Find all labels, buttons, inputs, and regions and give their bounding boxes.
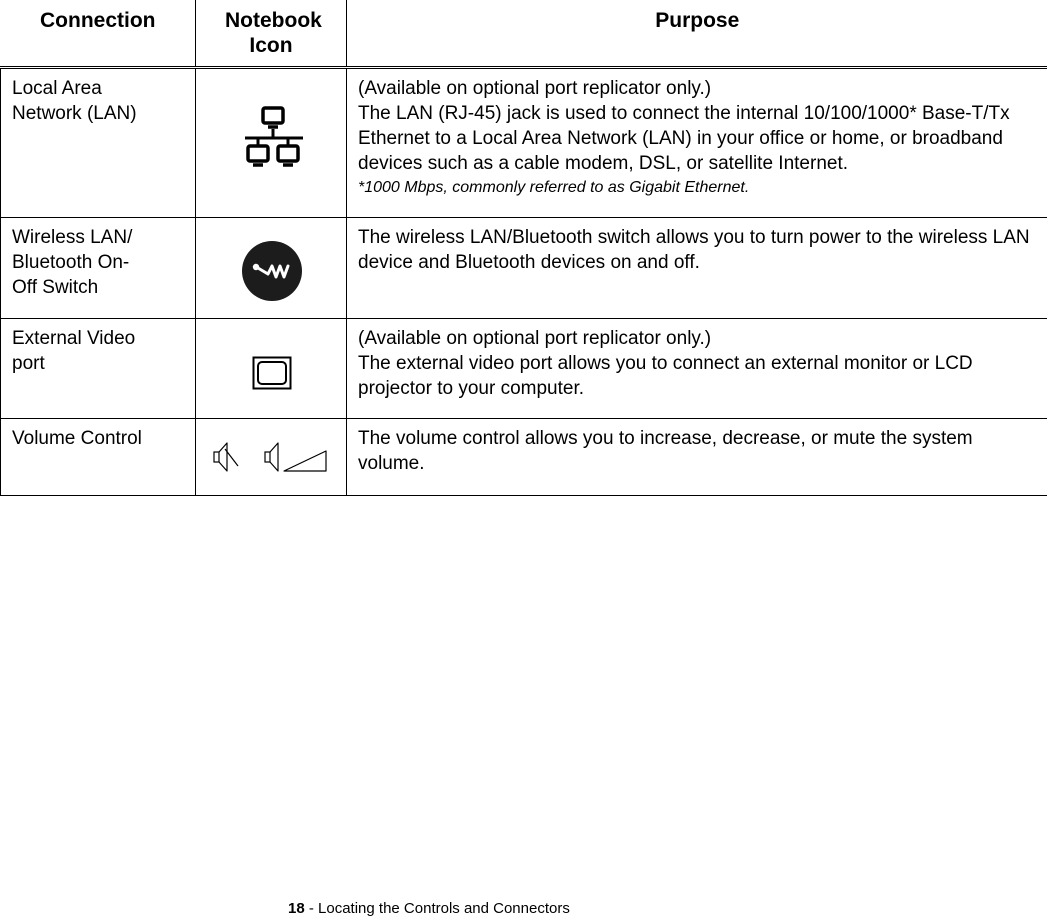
purpose-text: (Available on optional port replicator only.): [358, 76, 1037, 101]
volume-icons: [212, 441, 332, 475]
header-notebook-icon: [196, 0, 347, 67]
icon-cell: [196, 67, 347, 217]
purpose-text: The volume control allows you to increase, decrease, or mute the system volume.: [358, 426, 1037, 476]
volume-level-icon: [265, 443, 326, 471]
connection-cell: [1, 318, 196, 418]
table-row: [1, 67, 1047, 217]
table-row: [1, 318, 1047, 418]
connection-cell: [1, 67, 196, 217]
footnote-text: *1000 Mbps, commonly referred to as Gigabit Ethernet.: [358, 176, 1037, 200]
icon-cell: [196, 318, 347, 418]
header-notebook-icon-label: Notebook Icon: [225, 8, 317, 58]
table-row: [1, 217, 1047, 318]
page-number: 18: [288, 900, 305, 917]
volume-mute-icon: [214, 443, 238, 471]
page-footer: [288, 899, 570, 919]
connection-label: Wireless LAN/ Bluetooth On-Off Switch: [12, 225, 147, 300]
wireless-switch-icon: [241, 240, 303, 302]
purpose-cell: [347, 418, 1047, 495]
table-row: [1, 418, 1047, 495]
connection-label: Volume Control: [12, 428, 142, 449]
purpose-cell: [347, 67, 1047, 217]
connection-cell: [1, 418, 196, 495]
header-connection: Connection: [1, 0, 196, 67]
table-header-row: [1, 0, 1047, 67]
footer-text: - Locating the Controls and Connectors: [309, 900, 570, 917]
connection-cell: [1, 217, 196, 318]
purpose-cell: [347, 217, 1047, 318]
icon-cell: [196, 217, 347, 318]
purpose-text: (Available on optional port replicator only.): [358, 326, 1037, 351]
connection-label: External Video port: [12, 326, 162, 376]
purpose-text: The LAN (RJ-45) jack is used to connect the internal 10/100/1000* Base-T/Tx Ethernet to a Local Area Network (LAN) in your office or home, or broadband devices such as a cable modem, DSL, or satellite Internet.: [358, 101, 1037, 176]
icon-cell: [196, 418, 347, 495]
header-purpose: Purpose: [347, 0, 1047, 67]
purpose-text: The external video port allows you to connect an external monitor or LCD projector to your computer.: [358, 351, 1037, 401]
monitor-icon: [252, 356, 292, 390]
lan-network-icon: [241, 106, 307, 172]
purpose-cell: [347, 318, 1047, 418]
connection-label: Local Area Network (LAN): [12, 76, 162, 126]
purpose-text: The wireless LAN/Bluetooth switch allows you to turn power to the wireless LAN device and Bluetooth devices on and off.: [358, 225, 1037, 275]
